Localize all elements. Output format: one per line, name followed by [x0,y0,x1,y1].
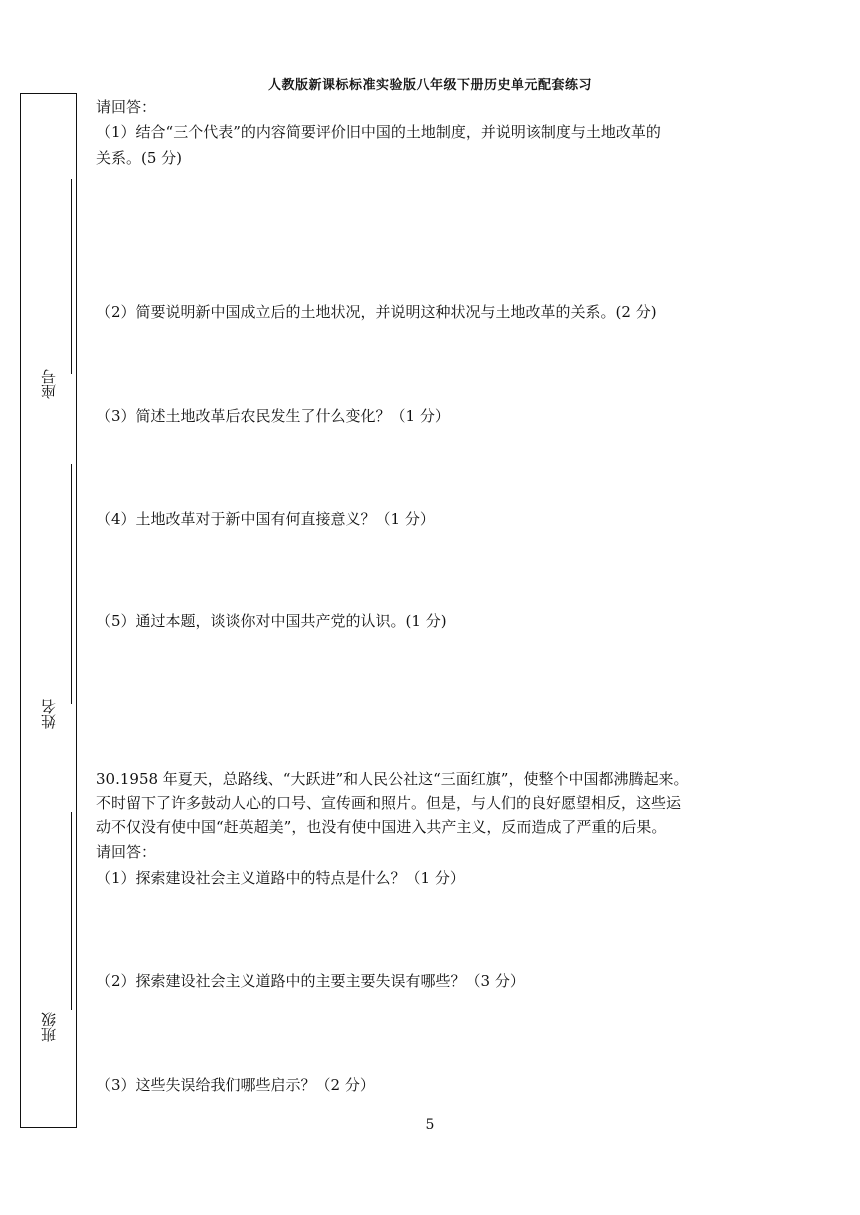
name-label [21,699,78,733]
q29-part4: （4）土地改革对于新中国有何直接意义？（1 分） [96,510,435,528]
binding-margin [20,93,77,1128]
seat-underline [71,179,72,374]
q29-part3: （3）简述土地改革后农民发生了什么变化？（1 分） [96,407,450,425]
name-underline [71,464,72,704]
q30-part2: （2）探索建设社会主义道路中的主要主要失误有哪些？（3 分） [96,972,525,990]
q30-part3: （3）这些失误给我们哪些启示？（2 分） [96,1076,375,1094]
page-header: 人教版新课标标准实验版八年级下册历史单元配套练习 [267,78,592,93]
q30-prompt: 请回答： [96,843,157,861]
class-label [21,1012,78,1046]
q29-part5: （5）通过本题，谈谈你对中国共产党的认识。(1 分) [96,612,447,630]
q29-prompt: 请回答： [96,98,157,116]
page-number: 5 [425,1117,435,1133]
q29-part2: （2）简要说明新中国成立后的土地状况，并说明这种状况与土地改革的关系。(2 分) [96,303,657,321]
class-label-text: 班级 [40,1012,58,1042]
q30-part1: （1）探索建设社会主义道路中的特点是什么？（1 分） [96,869,465,887]
name-label-text: 姓名 [40,699,58,729]
q30-stem-line1: 30.1958 年夏天，总路线、“大跃进”和人民公社这“三面红旗”，使整个中国都沸腾起来。 [96,770,689,788]
class-underline [71,812,72,1010]
seat-label [21,369,78,403]
q29-part1-line1: （1）结合“三个代表”的内容简要评价旧中国的土地制度，并说明该制度与土地改革的 [96,123,661,141]
q30-stem-line2: 不时留下了许多鼓动人心的口号、宣传画和照片。但是，与人们的良好愿望相反，这些运 [96,794,682,812]
seat-label-text: 座号 [40,369,58,399]
q29-part1-line2: 关系。(5 分) [96,149,183,167]
q30-stem-line3: 动不仅没有使中国“赶英超美”，也没有使中国进入共产主义，反而造成了严重的后果。 [96,818,667,836]
